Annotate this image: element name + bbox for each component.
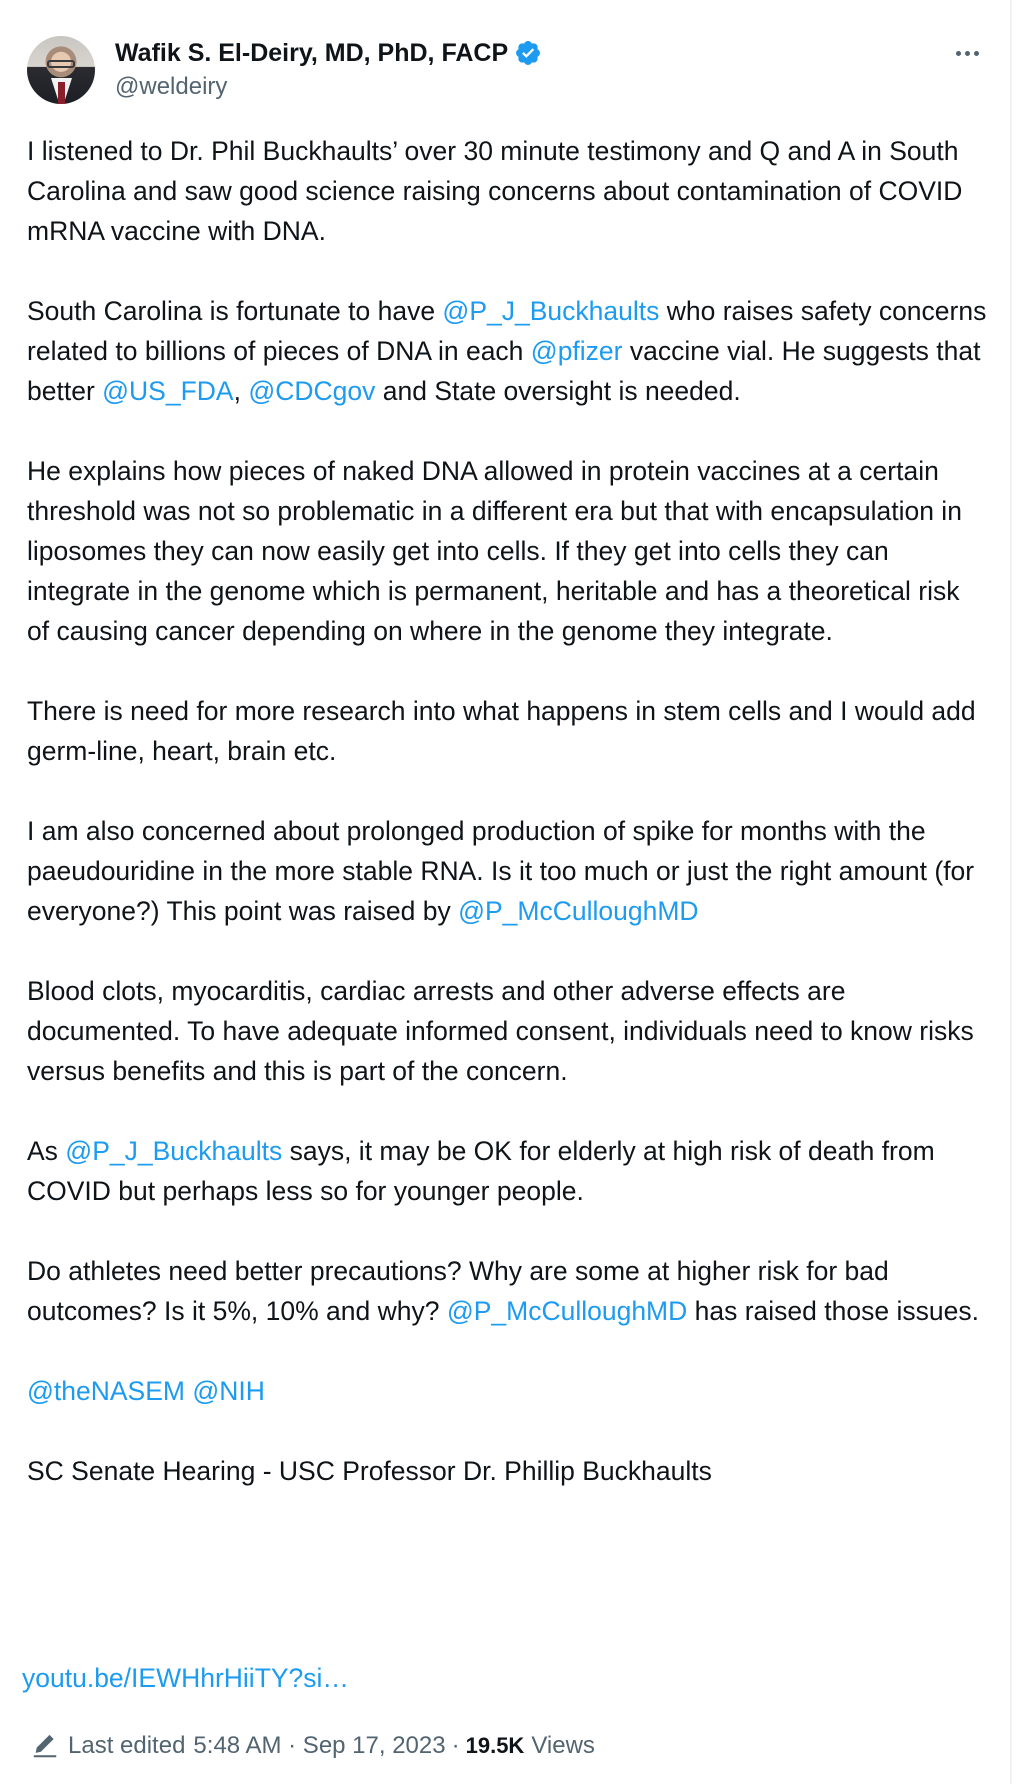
more-dot xyxy=(956,51,961,56)
mention-p-j-buckhaults[interactable]: @P_J_Buckhaults xyxy=(65,1136,283,1166)
more-dot xyxy=(974,51,979,56)
author-names xyxy=(115,36,542,104)
text-segment: As xyxy=(27,1136,66,1166)
mention-p-j-buckhaults[interactable]: @P_J_Buckhaults xyxy=(442,296,660,326)
tweet-paragraph-3: He explains how pieces of naked DNA allowed in protein vaccines at a certain threshold was not so problematic in a different era but that with encapsulation in liposomes they can now easily get into cells. If they get into cells they can integrate in the genome which is permanent, heritable and has a theoretical risk of causing cancer depending on where in the genome they integrate. xyxy=(27,456,962,646)
text-segment: who raises safety concerns related to billions of pieces of DNA in each xyxy=(27,296,987,366)
last-edited-link[interactable]: Last edited xyxy=(68,1732,186,1759)
mention-thenasem[interactable]: @theNASEM xyxy=(27,1376,185,1406)
avatar-glasses xyxy=(47,60,75,68)
views-label: Views xyxy=(531,1732,595,1759)
tweet-meta xyxy=(30,1726,595,1766)
text-segment: has raised those issues. xyxy=(687,1296,979,1326)
mention-p-mcculloughmd[interactable]: @P_McCulloughMD xyxy=(446,1296,688,1326)
verified-badge-icon xyxy=(514,39,542,67)
more-options-icon[interactable] xyxy=(947,38,987,68)
avatar[interactable] xyxy=(27,36,95,104)
tweet-paragraph-6: Blood clots, myocarditis, cardiac arrests and other adverse effects are documented. To have adequate informed consent, individuals need to know risks versus benefits and this is part of the concern. xyxy=(27,976,974,1086)
mention-nih[interactable]: @NIH xyxy=(192,1376,265,1406)
meta-separator: · xyxy=(451,1732,460,1759)
text-segment: and State oversight is needed. xyxy=(375,376,741,406)
more-dot xyxy=(965,51,970,56)
text-segment: , xyxy=(233,376,249,406)
mention-pfizer[interactable]: @pfizer xyxy=(530,336,623,366)
text-segment: vaccine vial. He suggests that better xyxy=(27,336,981,406)
tweet-paragraph-1: I listened to Dr. Phil Buckhaults’ over 30 minute testimony and Q and A in South Carolina and saw good science raising concerns about contamination of COVID mRNA vaccine with DNA. xyxy=(27,136,963,246)
tweet-timestamp[interactable]: 5:48 AM · Sep 17, 2023 xyxy=(193,1732,446,1759)
mention-cdcgov[interactable]: @CDCgov xyxy=(248,376,376,406)
tweet-header xyxy=(27,36,987,106)
avatar-tie xyxy=(58,82,65,104)
author-display-name[interactable]: Wafik S. El-Deiry, MD, PhD, FACP xyxy=(115,39,509,67)
views-count: 19.5K xyxy=(465,1733,525,1758)
text-segment: Do athletes need better precautions? Why are some at higher risk for bad outcomes? Is it 5%, 10% and why? xyxy=(27,1256,889,1326)
tweet-text xyxy=(27,131,987,1531)
text-segment: South Carolina is fortunate to have xyxy=(27,296,443,326)
text-segment: I am also concerned about prolonged production of spike for months with the paeudouridine in the more stable RNA. Is it too much or just the right amount (for everyone?) This point was raised by xyxy=(27,816,975,926)
pencil-icon xyxy=(30,1731,60,1761)
tweet-paragraph-9 xyxy=(27,1371,987,1411)
author-display-name-row[interactable] xyxy=(115,36,542,70)
author-handle[interactable]: @weldeiry xyxy=(115,73,228,100)
tweet-paragraph-2 xyxy=(27,291,987,411)
mention-p-mcculloughmd[interactable]: @P_McCulloughMD xyxy=(458,896,699,926)
tweet-paragraph-5 xyxy=(27,811,987,931)
tweet-paragraph-8 xyxy=(27,1251,987,1331)
mention-us-fda[interactable]: @US_FDA xyxy=(102,376,234,406)
tweet-paragraph-7 xyxy=(27,1131,987,1211)
youtube-link[interactable]: youtu.be/IEWHhrHiiTY?si… xyxy=(22,1663,349,1693)
text-segment: says, it may be OK for elderly at high risk of death from COVID but perhaps less so for younger people. xyxy=(27,1136,935,1206)
tweet-paragraph-4: There is need for more research into what happens in stem cells and I would add germ-line, heart, brain etc. xyxy=(27,696,976,766)
tweet-paragraph-10: SC Senate Hearing - USC Professor Dr. Phillip Buckhaults xyxy=(27,1456,712,1486)
